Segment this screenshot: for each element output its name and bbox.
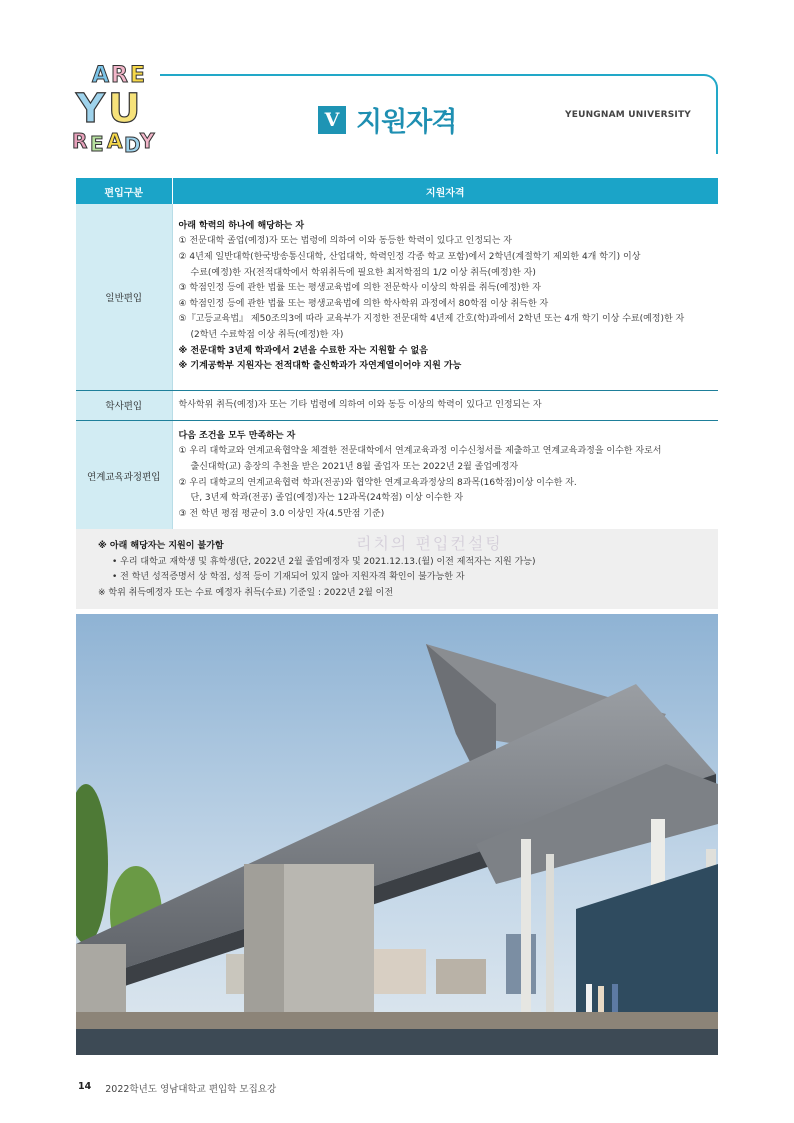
requirement-line: ② 우리 대학교의 연계교육협력 학과(전공)와 협약한 연계교육과정상의 8과목(16학점)이상 이수한 자. (178, 477, 577, 488)
requirement-line: ④ 학점인정 등에 관한 법률 또는 평생교육법에 의한 학사학위 과정에서 80학점 이상 취득한 자 (178, 298, 549, 309)
notes-footer: ※ 학위 취득예정자 또는 수료 예정자 취득(수료) 기준일 : 2022년 2월 이전 (98, 587, 394, 598)
eligibility-table (76, 178, 718, 531)
notes-item: • 전 학년 성적증명서 상 학점, 성적 등이 기재되어 있지 않아 지원자격 확인이 불가능한 자 (112, 572, 465, 582)
watermark: 리치의 편입컨설팅 (356, 534, 503, 553)
row-category: 일반편입 (76, 204, 172, 390)
row-category: 학사편입 (76, 390, 172, 421)
requirement-line: (2학년 수료학점 이상 취득(예정)한 자) (190, 329, 344, 340)
requirement-line: 출신대학(교) 총장의 추천을 받은 2021년 8월 졸업자 또는 2022년 2월 졸업예정자 (190, 462, 519, 472)
requirement-line: ※ 전문대학 3년제 학과에서 2년을 수료한 자는 지원할 수 없음 (178, 345, 428, 356)
svg-text:E: E (90, 132, 104, 154)
table-row (76, 390, 718, 421)
header-requirements: 지원자격 (172, 178, 718, 204)
footer-text: 2022학년도 영남대학교 편입학 모집요강 (105, 1084, 277, 1095)
svg-text:R: R (72, 129, 88, 153)
requirement-line: 수료(예정)한 자(전적대학에서 학위취득에 필요한 최저학점의 1/2 이상 취득(예정)한 자) (190, 267, 536, 278)
row-category: 연계교육과정편입 (76, 421, 172, 531)
notes-heading: ※ 아래 해당자는 지원이 불가함 (98, 541, 224, 551)
svg-text:D: D (124, 133, 141, 154)
requirement-line: ② 4년제 일반대학(한국방송통신대학, 산업대학, 학력인정 각종 학교 포함)에서 2학년(계절학기 제외한 4개 학기) 이상 (178, 251, 641, 262)
requirement-line: ① 전문대학 졸업(예정)자 또는 법령에 의하여 이와 동등한 학력이 있다고 인정되는 자 (178, 236, 512, 247)
table-body (76, 204, 718, 531)
notes-item: • 우리 대학교 재학생 및 휴학생(단, 2022년 2월 졸업예정자 및 2021.12.13.(월) 이전 제적자는 지원 가능) (112, 556, 536, 567)
requirement-line: ⑤『고등교육법』 제50조의3에 따라 교육부가 지정한 전문대학 4년제 간호(학)과에서 2학년 또는 4개 학기 이상 수료(예정)한 자 (178, 314, 685, 325)
row-requirements (172, 390, 718, 421)
header-rule (160, 74, 701, 76)
requirement-line: 단, 3년제 학과(전공) 졸업(예정)자는 12과목(24학점) 이상 이수한 자 (190, 493, 464, 504)
table-header-row (76, 178, 718, 204)
page-footer (78, 1081, 276, 1095)
row-requirements (172, 204, 718, 390)
requirement-line: ① 우리 대학교와 연계교육협약을 체결한 전문대학에서 연계교육과정 이수신청서를 제출하고 연계교육과정을 이수한 자로서 (178, 446, 662, 457)
logo-graphic (70, 58, 160, 154)
section-title (318, 100, 456, 139)
header-category: 편입구분 (76, 178, 172, 204)
requirement-line: ③ 학점인정 등에 관한 법률 또는 평생교육법에 의한 전문학사 이상의 학위를 취득(예정)한 자 (178, 283, 541, 294)
table-row (76, 204, 718, 390)
row-requirements (172, 421, 718, 531)
campus-photo (76, 614, 718, 1055)
svg-text:R: R (111, 63, 128, 88)
are-yu-ready-logo (70, 58, 160, 154)
svg-text:E: E (130, 63, 146, 88)
campus-building-illustration (76, 614, 718, 1055)
page-title: 지원자격 (356, 107, 457, 138)
svg-text:Y: Y (76, 86, 105, 132)
svg-text:A: A (107, 129, 123, 153)
requirement-line: 학사학위 취득(예정)자 또는 기타 법령에 의하여 이와 동등 이상의 학력이 있다고 인정되는 자 (178, 399, 542, 410)
section-number-badge: Ⅴ (318, 106, 346, 134)
page-number: 14 (78, 1081, 92, 1092)
svg-text:U: U (108, 86, 141, 132)
svg-text:Y: Y (140, 129, 155, 153)
header-side-rule (716, 98, 718, 154)
requirement-line: 다음 조건을 모두 만족하는 자 (178, 430, 296, 441)
header-corner (690, 74, 718, 100)
university-name: YEUNGNAM UNIVERSITY (565, 110, 691, 120)
requirement-line: 아래 학력의 하나에 해당하는 자 (178, 220, 305, 231)
svg-text:A: A (92, 63, 110, 88)
requirement-line: ※ 기계공학부 지원자는 전적대학 출신학과가 자연계열이어야 지원 가능 (178, 361, 462, 372)
requirement-line: ③ 전 학년 평점 평균이 3.0 이상인 자(4.5만점 기준) (178, 508, 385, 519)
table-row (76, 421, 718, 531)
